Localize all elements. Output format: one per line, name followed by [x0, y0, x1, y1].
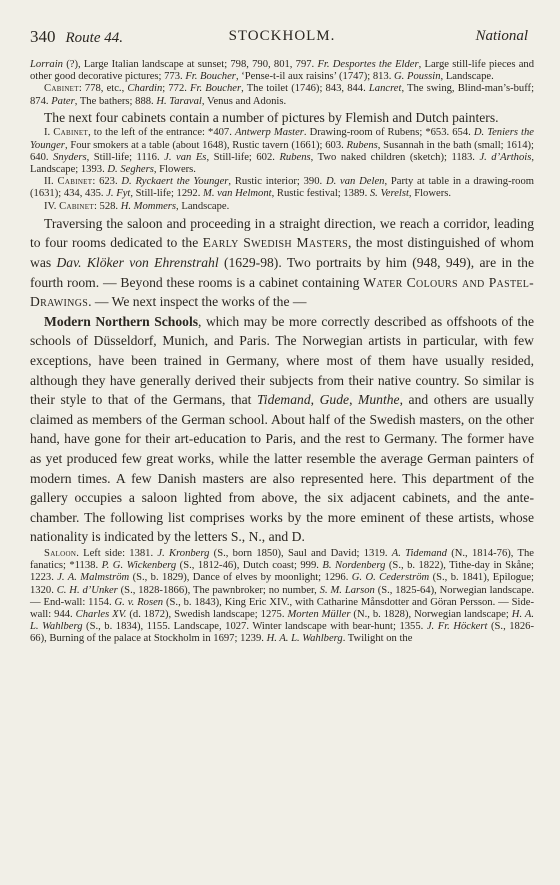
route-label: Route 44.: [65, 30, 123, 46]
paragraph-french-cabinet: Cabinet: 778, etc., Chardin; 772. Fr. Boucher, The toilet (1746); 843, 844. Lancret, The swing, Blind-man’s-buff; 874. Pater, The bathers; 888. H. Taraval, Venus and Adonis.: [30, 83, 535, 107]
paragraph-flemish-intro: The next four cabinets contain a number of pictures by Flemish and Dutch painters.: [44, 109, 499, 125]
page-number: 340: [30, 27, 56, 46]
paragraph-modern-northern: Modern Northern Schools, which may be more correctly described as offshoots of the schools of Düsseldorf, Munich, and Paris. The Norwegian artists in particular, with few exceptions, have been trained in Germany, where most of them have usually resided, although they have generally derived their subjects from their native country. So similar is their style to that of the Germans, that Tidemand, Gude, Munthe, and others are usually claimed as members of the German school. About half of the Swedish masters, on the other hand, have gone for their art-education to Paris, and the rest to Germany. The former have as yet produced few great works, while the latter resemble the average German painters of modern times. A few Danish masters are also represented here. This department of the gallery occupies a saloon lighted from above, the six adjacent cabinets, and the ante-chamber. The following list comprises works by the more eminent of these artists, whose nationality is indicated by the letters S., N., and D.: [30, 313, 535, 545]
header-title: STOCKHOLM.: [228, 28, 336, 44]
paragraph-french-pictures: Lorrain (?), Large Italian landscape at sunset; 798, 790, 801, 797. Fr. Desportes the Elder, Large still-life pieces and other good decorative pictures; 773. Fr. Boucher, ‘Pense-t-il aux raisins’ (1747); 813. G. Poussin, Landscape.: [30, 59, 534, 83]
paragraph-saloon: Saloon. Left side: 1381. J. Kronberg (S., born 1850), Saul and David; 1319. A. Tidemand (N., 1814-76), The fanatics; *1138. P. G. Wickenberg (S., 1812-46), Dutch coast; 999. B. Nordenberg (S., b. 1822), Tithe-day in Skåne; 1223. J. A. Malmström (S., b. 1829), Dance of elves by moonlight; 1296. G. O. Cederström (S., b. 1841), Epilogue; 1320. C. H. d’Unker (S., 1828-1866), The pawnbroker; no number, S. M. Larson (S., 1825-64), Norwegian landscape. — End-wall: 1154. G. v. Rosen (S., b. 1843), King Eric XIV., with Catharine Månsdotter and Göran Persson. — Side-wall: 944. Charles XV. (d. 1872), Swedish landscape; 1275. Morten Müller (N., b. 1828), Norwegian landscape; H. A. L. Wahlberg (S., b. 1834), 1155. Landscape, 1027. Winter landscape with bear-hunt; 1355. J. Fr. Höckert (S., 1826-66), Burning of the palace at Stockholm in 1697; 1239. H. A. L. Wahlberg. Twilight on the: [30, 547, 535, 645]
paragraph-early-swedish: Traversing the saloon and proceeding in a straight direction, we reach a corridor, leading to four rooms dedicated to the Early Swedish Masters, the most distinguished of whom was Dav. Klöker von Ehrenstrahl (1629-98). Two portraits by him (948, 949), are in the fourth room. — Beyond these rooms is a cabinet containing Water Colours and Pastel-Drawings. — We next inspect the works of the —: [30, 215, 534, 310]
paragraph-cabinet-four: IV. Cabinet: 528. H. Mommers, Landscape.: [44, 200, 230, 212]
paragraph-cabinet-one: I. Cabinet, to the left of the entrance: *407. Antwerp Master. Drawing-room of Rubens; *653. 654. D. Teniers the Younger, Four smokers at a table (about 1648), Rustic tavern (1661); 603. Rubens, Susannah in the bath (small; 1614); 640. Snyders, Still-life; 1116. J. van Es, Still-life; 602. Rubens, Two naked children (sketch); 1183. J. d’Arthois, Landscape; 1393. D. Seghers, Flowers.: [30, 127, 535, 176]
section-label: National: [475, 28, 528, 44]
paragraph-cabinet-two: II. Cabinet: 623. D. Ryckaert the Younger, Rustic interior; 390. D. van Delen, Party at table in a drawing-room (1631); 434, 435. J. Fyt, Still-life; 1292. M. van Helmont, Rustic festival; 1389. S. Verelst, Flowers.: [30, 176, 534, 200]
running-header: [30, 27, 534, 51]
